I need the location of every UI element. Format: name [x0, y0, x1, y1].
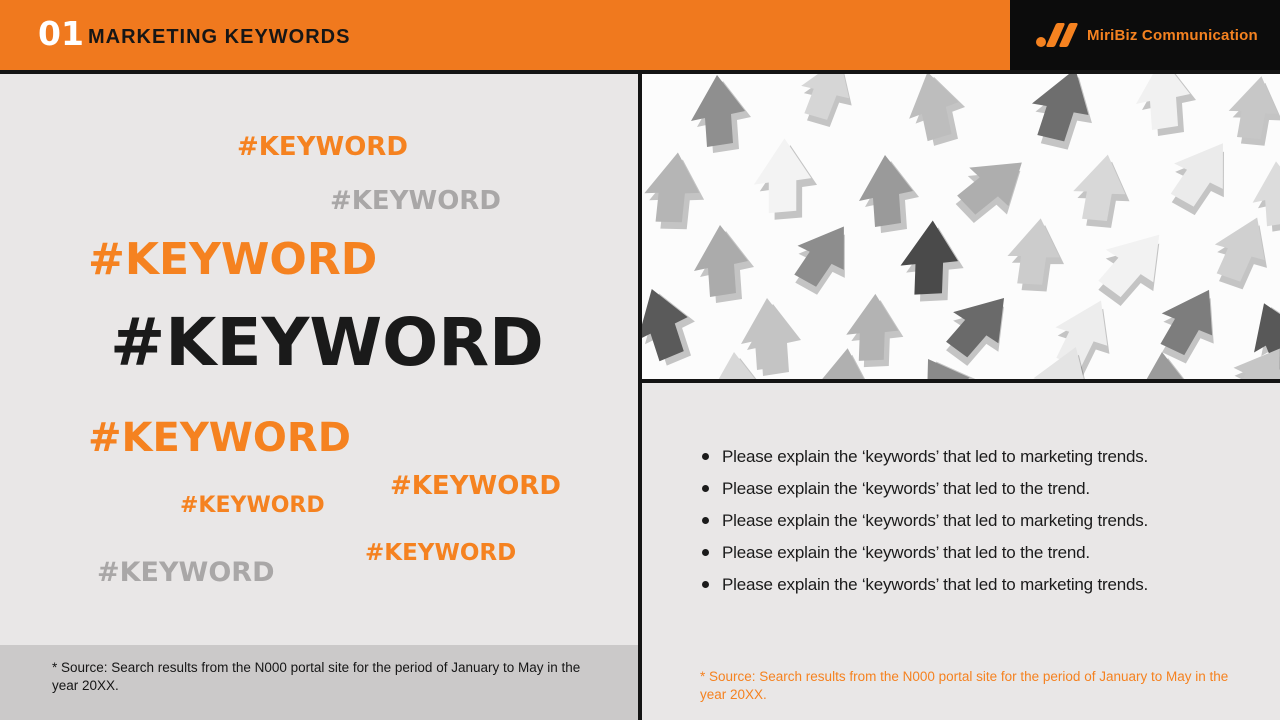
- keyword-tag: #KEYWORD: [330, 186, 501, 216]
- list-item: Please explain the ‘keywords’ that led to the trend.: [700, 479, 1250, 498]
- bullet-icon: [702, 453, 709, 460]
- bullet-list: [700, 447, 1250, 607]
- source-note-box: [0, 645, 638, 720]
- section-number: 01: [38, 14, 84, 53]
- keyword-tag: #KEYWORD: [390, 471, 561, 501]
- brand-name: MiriBiz Communication: [1087, 26, 1258, 44]
- right-panel: [642, 74, 1280, 720]
- list-item: Please explain the ‘keywords’ that led to marketing trends.: [700, 511, 1250, 530]
- keyword-tag: #KEYWORD: [97, 557, 275, 588]
- bullet-icon: [702, 549, 709, 556]
- bullet-icon: [702, 581, 709, 588]
- miribiz-logo-icon: [1036, 21, 1078, 49]
- list-item: Please explain the ‘keywords’ that led to the trend.: [700, 543, 1250, 562]
- keyword-tag: #KEYWORD: [237, 132, 408, 162]
- source-note-right: * Source: Search results from the N000 portal site for the period of January to May in the year 20XX.: [700, 668, 1229, 702]
- brand-box: [1010, 0, 1280, 70]
- keyword-tag: #KEYWORD: [110, 304, 544, 381]
- list-item: Please explain the ‘keywords’ that led to marketing trends.: [700, 575, 1250, 594]
- bullet-icon: [702, 485, 709, 492]
- keyword-cloud-panel: [0, 74, 638, 720]
- source-note-left: * Source: Search results from the N000 portal site for the period of January to May in the year 20XX.: [52, 660, 581, 694]
- upward-arrows-image: [642, 74, 1280, 379]
- keyword-tag: #KEYWORD: [88, 415, 351, 461]
- list-item: Please explain the ‘keywords’ that led to marketing trends.: [700, 447, 1250, 466]
- bullet-icon: [702, 517, 709, 524]
- keyword-tag: #KEYWORD: [180, 493, 325, 518]
- explanation-panel: [642, 383, 1280, 720]
- page-title: MARKETING KEYWORDS: [88, 26, 351, 48]
- keyword-tag: #KEYWORD: [365, 540, 517, 566]
- header-bar: [0, 0, 1280, 70]
- keyword-tag: #KEYWORD: [88, 234, 378, 285]
